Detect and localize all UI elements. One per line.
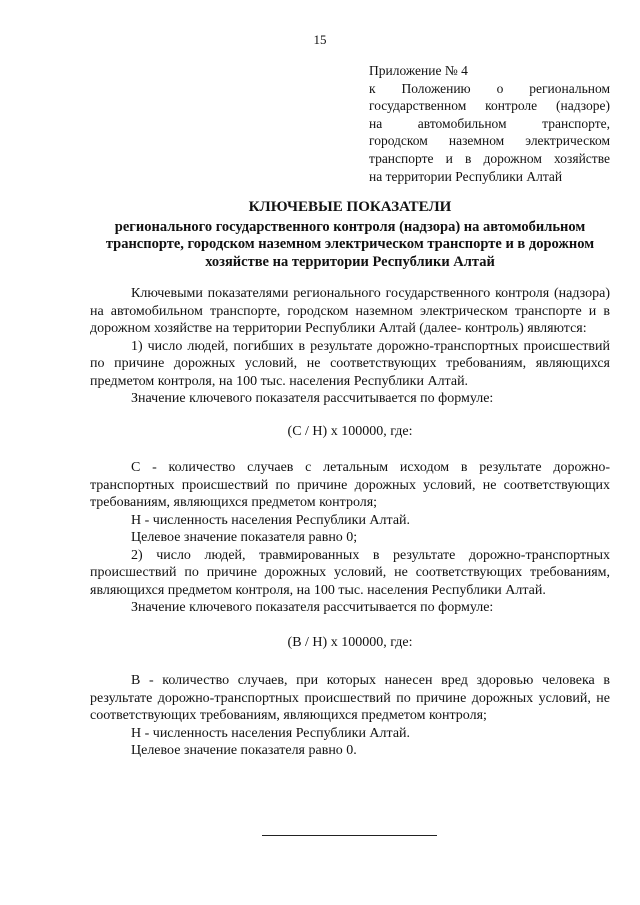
document-title — [90, 199, 610, 271]
definition-h-1: Н - численность населения Республики Алтай. — [131, 512, 411, 528]
document-body — [90, 285, 610, 760]
intro-paragraph: Ключевыми показателями регионального государственного контроля (надзора) на автомобильном транспорте, городском наземном электрическом транспорте и в дорожном хозяйстве на территории Республики Алтай (далее- контроль) являются: — [90, 286, 610, 336]
indicator-2: 2) число людей, травмированных в результате дорожно-транспортных происшествий по причине дорожных условий, не соответствующих требованиям, являющихся предметом контроля, на 100 тыс. населения Республики Алтай. — [90, 547, 610, 598]
target-value-2: Целевое значение показателя равно 0. — [131, 743, 357, 758]
title-main: КЛЮЧЕВЫЕ ПОКАЗАТЕЛИ — [248, 199, 452, 215]
formula-1: (С / Н) х 100000, где: — [287, 423, 413, 439]
appendix-line: транспорте и в дорожном хозяйстве — [369, 150, 610, 166]
title-subtitle: регионального государственного контроля (надзора) на автомобильном транспорте, городском наземном электрическом транспорте и в дорожном хозяйстве на территории Республики Алтай — [105, 218, 595, 270]
definition-b: В - количество случаев, при которых нанесен вред здоровью человека в результате дорожно-транспортных происшествий по причине дорожных условий, не соответствующих требованиям, являющихся предметом контроля; — [90, 673, 610, 723]
definition-h-2: Н - численность населения Республики Алтай. — [131, 725, 411, 741]
appendix-line: на автомобильном транспорте, — [369, 115, 610, 131]
appendix-line: Приложение № 4 — [369, 63, 468, 78]
appendix-line: городском наземном электрическом — [369, 133, 610, 149]
formula-intro-2: Значение ключевого показателя рассчитывается по формуле: — [131, 600, 494, 615]
indicator-1: 1) число людей, погибших в результате дорожно-транспортных происшествий по причине дорожных условий, не соответствующих требованиям, являющихся предметом контроля, на 100 тыс. населения Республики Алтай. — [90, 338, 610, 389]
formula-intro-1: Значение ключевого показателя рассчитывается по формуле: — [131, 391, 494, 406]
separator-line — [262, 835, 437, 836]
formula-2: (В / Н) х 100000, где: — [287, 634, 413, 650]
appendix-line: на территории Республики Алтай — [369, 168, 563, 184]
target-value-1: Целевое значение показателя равно 0; — [131, 530, 358, 545]
page-number: 15 — [313, 32, 327, 47]
appendix-line: государственном контроле (надзоре) — [369, 98, 610, 114]
appendix-header — [369, 62, 610, 185]
appendix-line: к Положению о региональном — [369, 80, 610, 96]
definition-c: С - количество случаев с летальным исходом в результате дорожно-транспортных происшествий по причине дорожных условий, не соответствующих требованиям, являющихся предметом контроля; — [90, 460, 610, 510]
